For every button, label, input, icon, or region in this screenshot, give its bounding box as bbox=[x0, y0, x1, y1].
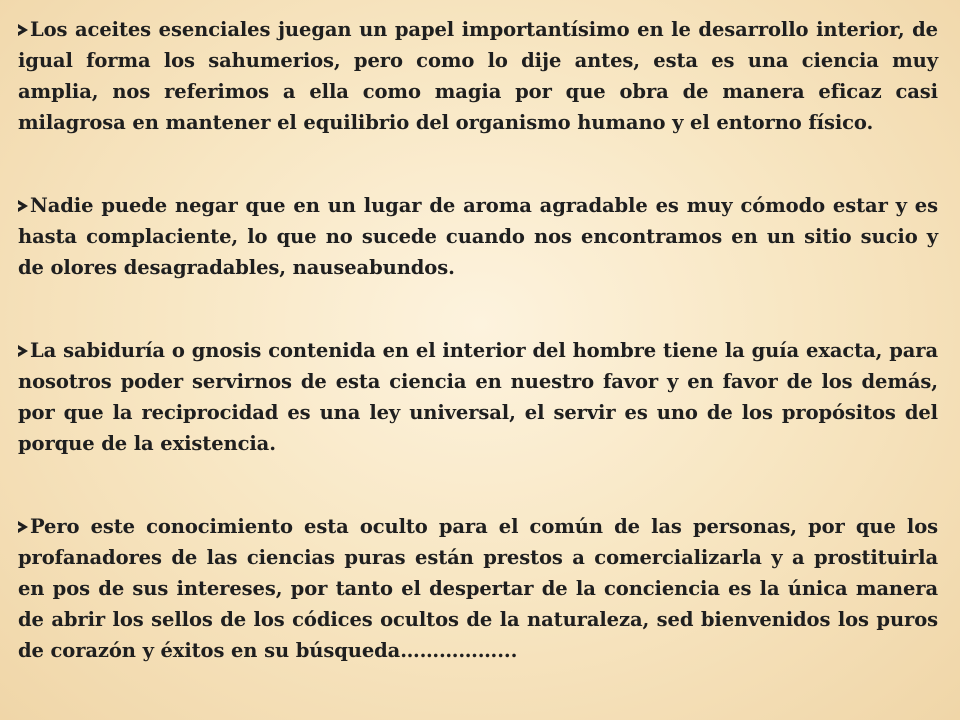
arrow-bullet-icon bbox=[18, 24, 28, 36]
bullet-text-1: Los aceites esenciales juegan un papel importantísimo en le desarrollo interior, de igual forma los sahumerios, pero como lo dije antes, esta es una ciencia muy amplia, nos referimos a ella como magia por que obra de manera eficaz casi milagrosa en mantener el equilibrio del organismo humano y el entorno físico. bbox=[18, 18, 938, 134]
bullet-text-2: Nadie puede negar que en un lugar de aroma agradable es muy cómodo estar y es hasta complaciente, lo que no sucede cuando nos encontramos en un sitio sucio y de olores desagradables, nauseabundos. bbox=[18, 194, 938, 279]
bullet-list bbox=[18, 14, 938, 666]
bullet-text-4: Pero este conocimiento esta oculto para el común de las personas, por que los profanadores de las ciencias puras están prestos a comercializarla y a prostituirla en pos de sus intereses, por tanto el despertar de la conciencia es la única manera de abrir los sellos de los códices ocultos de la naturaleza, sed bienvenidos los puros de corazón y éxitos en su búsqueda……………... bbox=[18, 515, 938, 662]
bullet-item-2 bbox=[18, 190, 938, 283]
bullet-item-3 bbox=[18, 335, 938, 459]
bullet-item-1 bbox=[18, 14, 938, 138]
arrow-bullet-icon bbox=[18, 345, 28, 357]
bullet-item-4 bbox=[18, 511, 938, 666]
arrow-bullet-icon bbox=[18, 200, 28, 212]
arrow-bullet-icon bbox=[18, 521, 28, 533]
bullet-text-3: La sabiduría o gnosis contenida en el interior del hombre tiene la guía exacta, para nosotros poder servirnos de esta ciencia en nuestro favor y en favor de los demás, por que la reciprocidad es una ley universal, el servir es uno de los propósitos del porque de la existencia. bbox=[18, 339, 938, 455]
